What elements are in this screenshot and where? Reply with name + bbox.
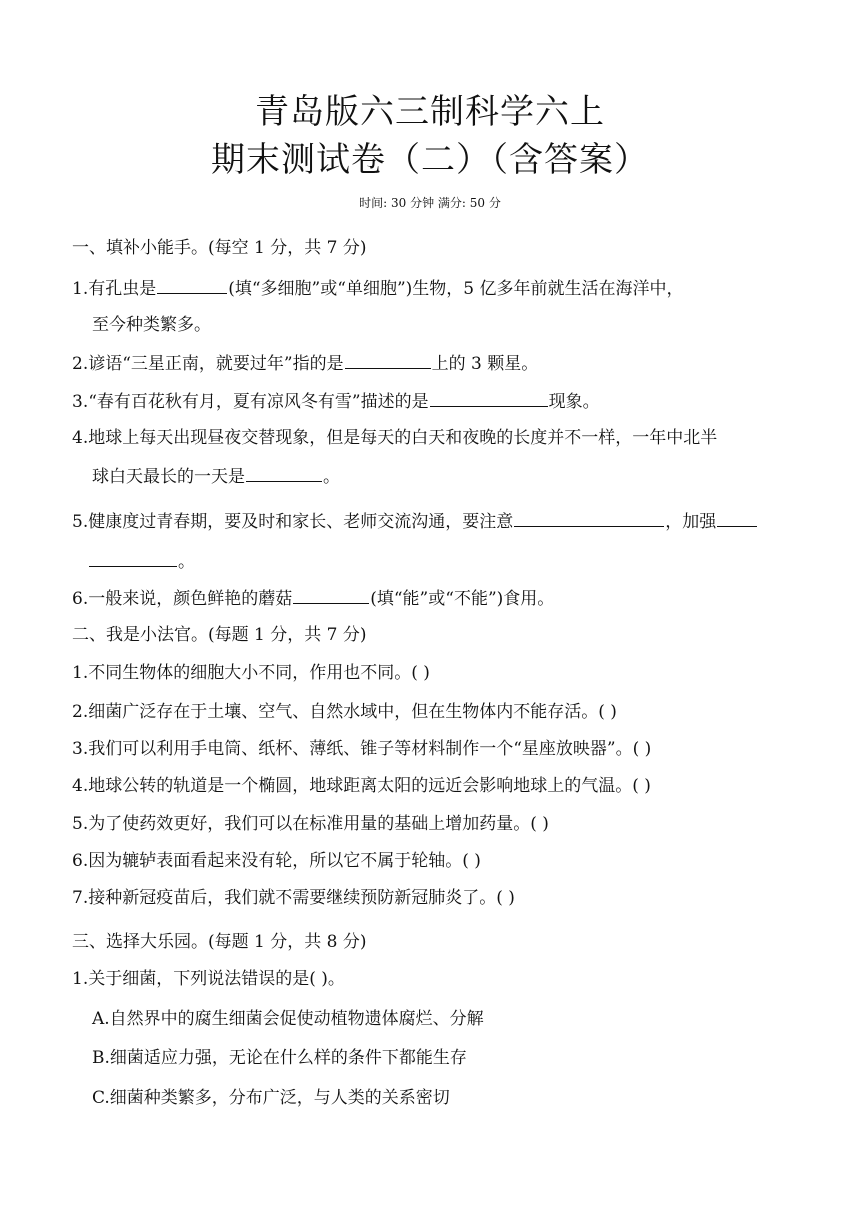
answer-blank[interactable] bbox=[717, 508, 757, 527]
question-s1-2 bbox=[72, 350, 538, 376]
choice-question: 1.关于细菌，下列说法错误的是( )。 bbox=[72, 969, 345, 989]
question-s1-5-cont bbox=[88, 548, 195, 574]
question-text: 。 bbox=[323, 467, 340, 487]
judge-item: 7.接种新冠疫苗后，我们就不需要继续预防新冠肺炎了。( ) bbox=[72, 888, 515, 908]
answer-blank[interactable] bbox=[246, 463, 322, 482]
choice-option-b: B.细菌适应力强，无论在什么样的条件下都能生存 bbox=[92, 1048, 467, 1068]
answer-blank[interactable] bbox=[345, 350, 431, 369]
question-s1-4-cont bbox=[92, 463, 340, 489]
question-text: 2.谚语“三星正南，就要过年”指的是 bbox=[72, 354, 344, 374]
judge-item: 3.我们可以利用手电筒、纸杯、薄纸、锥子等材料制作一个“星座放映器”。( ) bbox=[72, 739, 652, 759]
judge-item: 2.细菌广泛存在于土壤、空气、自然水域中，但在生物体内不能存活。( ) bbox=[72, 702, 617, 722]
question-s1-3 bbox=[72, 388, 600, 414]
answer-blank[interactable] bbox=[89, 548, 177, 567]
question-text: 6.一般来说，颜色鲜艳的蘑菇 bbox=[72, 589, 293, 609]
question-text: 上的 3 颗星。 bbox=[431, 354, 539, 374]
question-text: (填“能”或“不能”)食用。 bbox=[370, 589, 555, 609]
question-s1-1-cont: 至今种类繁多。 bbox=[92, 315, 211, 335]
choice-option-a: A.自然界中的腐生细菌会促使动植物遗体腐烂、分解 bbox=[92, 1009, 484, 1029]
question-text: (填“多细胞”或“单细胞”)生物，5 亿多年前就生活在海洋中， bbox=[228, 279, 684, 299]
question-text: 5.健康度过青春期，要及时和家长、老师交流沟通，要注意 bbox=[72, 512, 514, 532]
judge-item: 5.为了使药效更好，我们可以在标准用量的基础上增加药量。( ) bbox=[72, 814, 549, 834]
section1-heading: 一、填补小能手。(每空 1 分，共 7 分) bbox=[72, 238, 367, 258]
judge-item: 4.地球公转的轨道是一个椭圆，地球距离太阳的远近会影响地球上的气温。( ) bbox=[72, 776, 651, 796]
question-text: 现象。 bbox=[548, 392, 600, 412]
answer-blank[interactable] bbox=[514, 508, 664, 527]
answer-blank[interactable] bbox=[430, 388, 548, 407]
question-text: 。 bbox=[178, 552, 195, 572]
choice-option-c: C.细菌种类繁多，分布广泛，与人类的关系密切 bbox=[92, 1088, 450, 1108]
question-s1-4: 4.地球上每天出现昼夜交替现象，但是每天的白天和夜晚的长度并不一样，一年中北半 bbox=[72, 428, 718, 448]
judge-item: 1.不同生物体的细胞大小不同，作用也不同。( ) bbox=[72, 663, 430, 683]
question-text: 1.有孔虫是 bbox=[72, 279, 157, 299]
page-title: 青岛版六三制科学六上 bbox=[255, 92, 605, 132]
question-s1-5 bbox=[72, 508, 758, 534]
question-s1-6 bbox=[72, 585, 554, 611]
question-text: 球白天最长的一天是 bbox=[92, 467, 245, 487]
section2-heading: 二、我是小法官。(每题 1 分，共 7 分) bbox=[72, 625, 367, 645]
question-text: ，加强 bbox=[665, 512, 717, 532]
question-s1-1 bbox=[72, 275, 683, 301]
section3-heading: 三、选择大乐园。(每题 1 分，共 8 分) bbox=[72, 932, 367, 952]
exam-meta: 时间: 30 分钟 满分: 50 分 bbox=[359, 196, 501, 210]
answer-blank[interactable] bbox=[157, 275, 227, 294]
judge-item: 6.因为辘轳表面看起来没有轮，所以它不属于轮轴。( ) bbox=[72, 851, 481, 871]
question-text: 3.“春有百花秋有月，夏有凉风冬有雪”描述的是 bbox=[72, 392, 429, 412]
page-subtitle: 期末测试卷（二）（含答案） bbox=[211, 140, 649, 180]
answer-blank[interactable] bbox=[293, 585, 369, 604]
